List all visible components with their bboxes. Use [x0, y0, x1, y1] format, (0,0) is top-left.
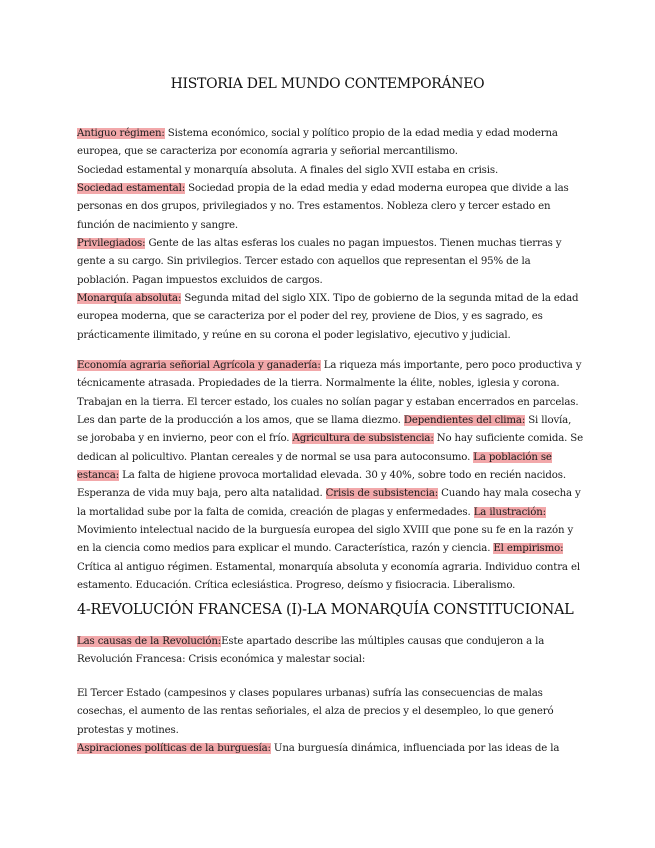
definition-causas-revolucion: Este apartado describe las múltiples causas que condujeron a la Revolución Francesa: Crisis económica y malestar social:: [77, 636, 545, 666]
definitions-block-2: [77, 357, 585, 595]
definition-privilegiados: Gente de las altas esferas los cuales no pagan impuestos. Tienen muchas tierras y gente a su cargo. Sin privilegios. Tercer estado con aquellos que representan el 95% de la población. Pagan impuestos excluidos de cargos.: [77, 238, 562, 286]
term-empirismo: El empirismo:: [493, 543, 564, 555]
term-monarquia-absoluta: Monarquía absoluta:: [77, 293, 182, 305]
term-antiguo-regimen: Antiguo régimen:: [77, 128, 165, 139]
term-aspiraciones-burguesia: Aspiraciones políticas de la burguesía:: [77, 743, 271, 755]
definition-monarquia-absoluta: Segunda mitad del siglo XIX. Tipo de gobierno de la segunda mitad de la edad europea moderna, que se caracteriza por el poder del rey, proviene de Dios, y es sagrado, es prácticamente ilimitado, y reúne en su corona el poder legislativo, ejecutivo y judicial.: [77, 293, 579, 341]
term-poblacion-estanca: La población se estanca:: [77, 451, 552, 482]
paragraph-tercer-estado: El Tercer Estado (campesinos y clases populares urbanas) sufría las consecuencias de malas cosechas, el aumento de las rentas señoriales, el alza de precios y el desempleo, lo que generó protestas y motines.: [77, 688, 554, 736]
term-economia-agraria: Economía agraria señorial Agrícola y ganadería:: [77, 360, 321, 371]
definition-sociedad-estamental: Sociedad propia de la edad media y edad moderna europea que divide a las personas en dos grupos, privilegiados y no. Tres estamentos. Nobleza clero y tercer estado en función de nacimiento y sangre.: [77, 183, 569, 231]
causes-block: [77, 633, 585, 670]
term-agricultura-subsistencia: Agricultura de subsistencia:: [292, 433, 434, 445]
definition-empirismo: Crítica al antiguo régimen. Estamental, monarquía absoluta y economía agraria. Individuo contra el estamento. Educación. Crítica eclesiástica. Progreso, deísmo y fisiocracia. Liberalismo.: [77, 561, 580, 592]
term-crisis-subsistencia: Crisis de subsistencia:: [325, 488, 439, 500]
definition-economia-agraria: La riqueza más importante, pero poco productiva y técnicamente atrasada. Propiedades de la tierra. Normalmente la élite, nobles, iglesia y corona. Trabajan en la tierra. El tercer estado, los cuales no solían pagar y estaban encerrados en parcelas. Les dan parte de la producción a los amos, que se llama diezmo.: [77, 360, 582, 427]
definition-crisis-subsistencia: Cuando hay mala cosecha y la mortalidad sube por la falta de comida, creación de plagas y enfermedades.: [77, 488, 581, 518]
page-title: HISTORIA DEL MUNDO CONTEMPORÁNEO: [170, 76, 485, 92]
definition-ilustracion: Movimiento intelectual nacido de la burguesía europea del siglo XVIII que pone su fe en la razón y en la ciencia como medios para explicar el mundo. Característica, razón y ciencia.: [77, 525, 574, 555]
definition-poblacion-estanca: La falta de higiene provoca mortalidad elevada. 30 y 40%, sobre todo en recién nacidos. Esperanza de vida muy baja, pero alta natalidad.: [77, 470, 566, 500]
section-4-title: 4-REVOLUCIÓN FRANCESA (I)-LA MONARQUÍA CONSTITUCIONAL: [77, 602, 574, 618]
definition-dependientes-clima: Si llovía, se jorobaba y en invierno, peor con el frío.: [77, 415, 572, 445]
term-dependientes-clima: Dependientes del clima:: [403, 415, 526, 427]
definition-antiguo-regimen: Sistema económico, social y político propio de la edad media y edad moderna europea, que se caracteriza por economía agraria y señorial mercantilismo.: [77, 128, 558, 158]
term-ilustracion: La ilustración:: [473, 506, 546, 518]
definition-agricultura-subsistencia: No hay suficiente comida. Se dedican al policultivo. Plantan cereales y de normal se usa para autoconsumo.: [77, 433, 583, 463]
note-sociedad-monarquia: Sociedad estamental y monarquía absoluta. A finales del siglo XVII estaba en crisis.: [77, 164, 499, 176]
definitions-block-1: [77, 125, 585, 345]
tercer-estado-block: [77, 685, 585, 758]
term-causas-revolucion: Las causas de la Revolución:: [77, 636, 222, 647]
term-sociedad-estamental: Sociedad estamental:: [77, 183, 185, 195]
definition-aspiraciones-burguesia: Una burguesía dinámica, influenciada por las ideas de la: [270, 743, 560, 755]
term-privilegiados: Privilegiados:: [77, 238, 146, 250]
